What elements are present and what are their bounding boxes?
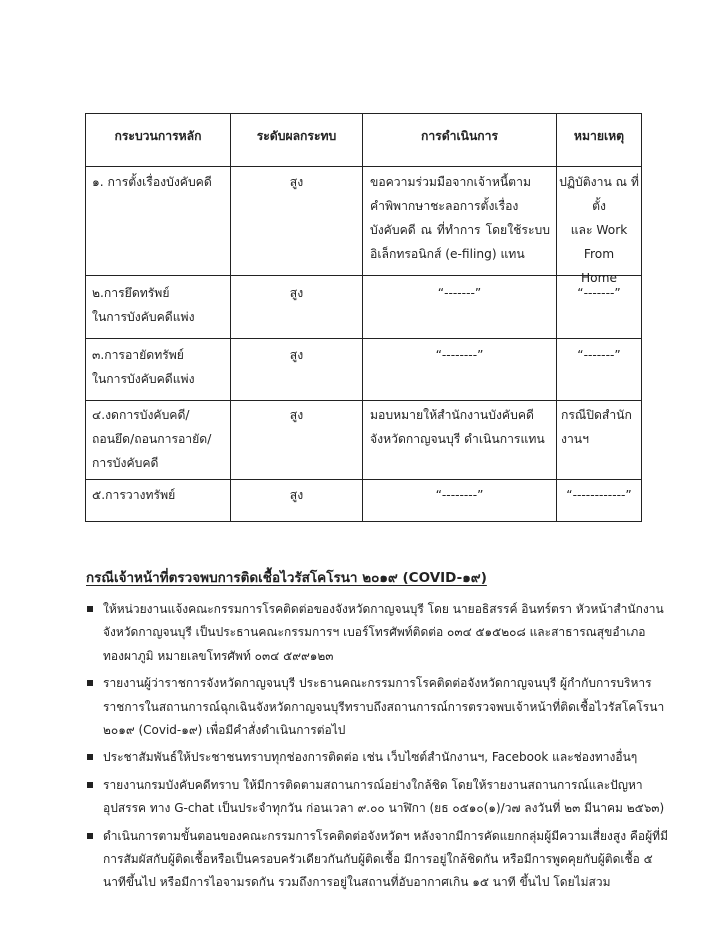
- process-cell: [92, 403, 228, 475]
- process-line: ๕.การวางทรัพย์: [92, 488, 176, 502]
- process-cell: [92, 483, 228, 507]
- table-border-top: [85, 113, 642, 114]
- list-item: รายงานผู้ว่าราชการจังหวัดกาญจนบุรี ประธานคณะกรรมการโรคติดต่อจังหวัดกาญจนบุรี ผู้กำกับการบริหารราชการในสถานการณ์ฉุกเฉินจังหวัดกาญจนบุรีทราบถึงสถานการณ์การตรวจพบเจ้าหน้าที่ติดเชื้อไวรัสโคโรนา ๒๐๑๙ (Covid-๑๙) เพื่อมีคำสั่งดำเนินการต่อไป: [86, 672, 676, 742]
- row-divider: [85, 400, 642, 401]
- process-cell: [92, 281, 228, 329]
- row-divider: [85, 479, 642, 480]
- action-cell: [370, 403, 553, 451]
- row-divider: [85, 166, 642, 167]
- process-line: ในการบังคับคดีแพ่ง: [92, 310, 195, 324]
- note-cell: “-------”: [577, 348, 621, 362]
- row-divider: [85, 338, 642, 339]
- impact-cell: สูง: [289, 286, 304, 300]
- note-cell: กรณีปิดสำนักงานฯ: [561, 408, 632, 446]
- note-cell: [557, 170, 641, 290]
- process-line: ๓.การอายัดทรัพย์: [92, 348, 184, 362]
- list-item: ให้หน่วยงานแจ้งคณะกรรมการโรคติดต่อของจังหวัดกาญจนบุรี โดย นายอธิสรรค์ อินทร์ตรา หัวหน้าสำนักงานจังหวัดกาญจนบุรี เป็นประธานคณะกรรมการฯ เบอร์โทรศัพท์ติดต่อ ๐๓๔ ๕๑๕๒๐๘ และสาธารณสุขอำเภอทองผาภูมิ หมายเลขโทรศัพท์ ๐๓๔ ๕๙๙๑๒๓: [86, 598, 676, 668]
- process-line: ในการบังคับคดีแพ่ง: [92, 372, 195, 386]
- process-line: ๒.การยึดทรัพย์: [92, 286, 170, 300]
- table-border-right: [641, 113, 642, 522]
- action-cell: “-------”: [437, 286, 482, 300]
- impact-cell: สูง: [289, 488, 304, 502]
- impact-cell: สูง: [289, 175, 304, 189]
- list-item: รายงานกรมบังคับคดีทราบ ให้มีการติดตามสถานการณ์อย่างใกล้ชิด โดยให้รายงานสถานการณ์และปัญหาอุปสรรค ทาง G-chat เป็นประจำทุกวัน ก่อนเวลา ๙.๐๐ นาฬิกา (ยธ ๐๕๑๐(๑)/ว๗ ลงวันที่ ๒๓ มีนาคม ๒๕๖๓): [86, 774, 676, 821]
- header-process: กระบวนการหลัก: [114, 129, 202, 143]
- action-cell: [370, 170, 550, 266]
- note-cell: “------------”: [566, 488, 632, 502]
- list-item: ประชาสัมพันธ์ให้ประชาชนทราบทุกช่องการติดต่อ เช่น เว็บไซต์สำนักงานฯ, Facebook และช่องทางอื่นๆ: [86, 746, 676, 769]
- process-line: การบังคับคดี: [92, 456, 159, 470]
- process-line: ถอนยึด/ถอนการอายัด/: [92, 432, 212, 446]
- note-line: และ Work From: [570, 223, 628, 261]
- note-cell: “-------”: [577, 286, 621, 300]
- action-line: ขอความร่วมมือจากเจ้าหนี้ตาม: [370, 175, 531, 189]
- action-line: จังหวัดกาญจนบุรี ดำเนินการแทน: [370, 432, 545, 446]
- note-line: Home: [581, 271, 617, 285]
- column-divider: [362, 113, 363, 522]
- list-item: ดำเนินการตามขั้นตอนของคณะกรรมการโรคติดต่อจังหวัดฯ หลังจากมีการคัดแยกกลุ่มผู้มีความเสี่ยงสูง คือผู้ที่มีการสัมผัสกับผู้ติดเชื้อหรือเป็นครอบครัวเดียวกันกับผู้ติดเชื้อ มีการอยู่ใกล้ชิดกัน หรือมีการพูดคุยกับผู้ติดเชื้อ ๕ นาทีขึ้นไป หรือมีการไอจามรดกัน รวมถึงการอยู่ในสถานที่อับอากาศเกิน ๑๕ นาที ขึ้นไป โดยไม่สวม: [86, 825, 676, 895]
- action-line: มอบหมายให้สำนักงานบังคับคดี: [370, 408, 534, 422]
- note-line: ปฏิบัติงาน ณ ที่ตั้ง: [559, 175, 639, 213]
- impact-cell: สูง: [289, 348, 304, 362]
- header-note: หมายเหตุ: [573, 129, 625, 143]
- header-action: การดำเนินการ: [420, 129, 499, 143]
- action-line: คำพิพากษาชะลอการตั้งเรื่อง: [370, 199, 519, 213]
- process-cell: [92, 170, 228, 194]
- impact-cell: สูง: [289, 408, 304, 422]
- action-cell: “--------”: [435, 488, 484, 502]
- process-cell: [92, 343, 228, 391]
- table-border-left: [85, 113, 86, 522]
- action-line: อิเล็กทรอนิกส์ (e-filing) แทน: [370, 247, 525, 261]
- action-line: บังคับคดี ณ ที่ทำการ โดยใช้ระบบ: [370, 223, 550, 237]
- action-cell: “--------”: [435, 348, 484, 362]
- bullet-list: [86, 598, 676, 899]
- section-heading: กรณีเจ้าหน้าที่ตรวจพบการติดเชื้อไวรัสโคโรนา ๒๐๑๙ (COVID-๑๙): [86, 570, 487, 586]
- process-line: ๔.งดการบังคับคดี/: [92, 408, 190, 422]
- header-impact: ระดับผลกระทบ: [256, 129, 337, 143]
- table-border-bottom: [85, 521, 642, 522]
- process-line: ๑. การตั้งเรื่องบังคับคดี: [92, 175, 212, 189]
